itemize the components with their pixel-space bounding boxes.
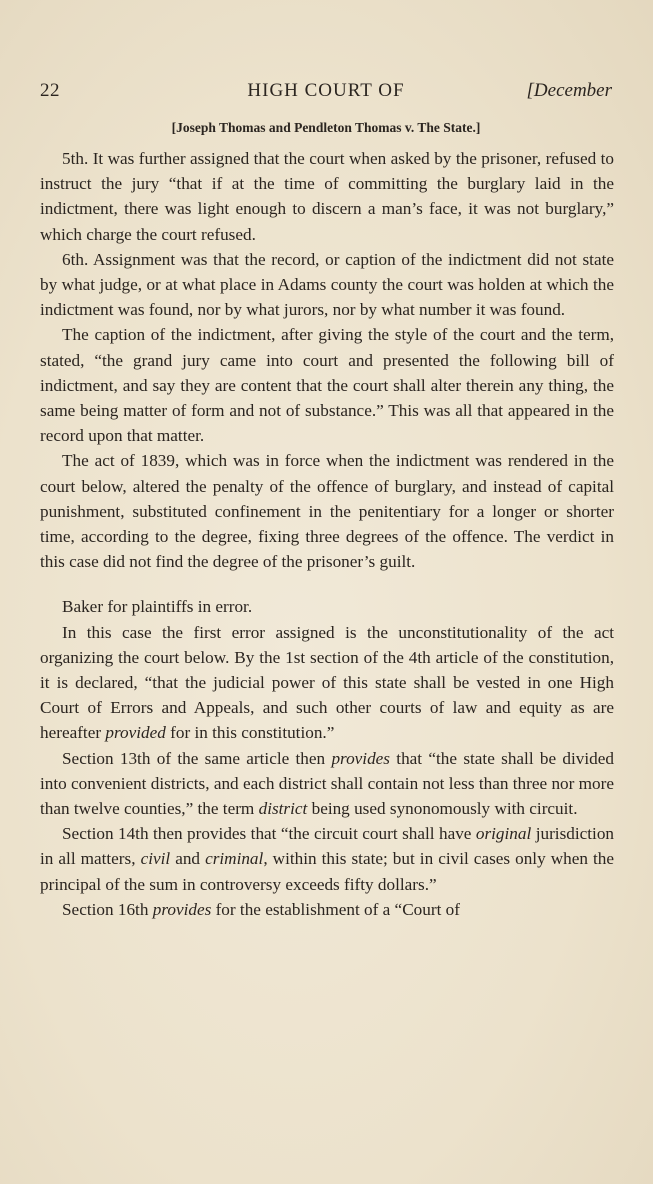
running-header <box>40 80 612 108</box>
running-title: HIGH COURT OF <box>247 80 405 101</box>
italic-text: provides <box>331 748 390 768</box>
italic-text: criminal <box>205 849 264 869</box>
page-number: 22 <box>40 80 60 101</box>
paragraph: The caption of the indictment, after giving the style of the court and the term, stated, “the grand jury came into court and presented the following bill of indictment, and say they are content that the court shall alter therein any thing, the same being matter of form and not of substance.” This was all that appeared in the record upon that matter. <box>40 325 614 446</box>
italic-text: original <box>475 824 532 844</box>
italic-text: provides <box>152 899 212 919</box>
paragraph: 6th. Assignment was that the record, or caption of the indictment did not state by what judge, or at what place in Adams county the court was holden at which the indictment was found, nor by what jurors, nor by what number it was found. <box>40 249 614 320</box>
italic-text: provided <box>105 723 166 743</box>
paragraph: The act of 1839, which was in force when the indictment was rendered in the court below, altered the penalty of the offence of burglary, and instead of capital punishment, substituted confinement in the penitentiary for a longer or shorter time, according to the degree, fixing three degrees of the offence. The verdict in this case did not find the degree of the prisoner’s guilt. <box>40 451 614 572</box>
paragraph: Section 16th provides for the establishment of a “Court of <box>62 899 460 919</box>
paragraph: Section 13th of the same article then provides that “the state shall be divided into convenient districts, and each district shall contain not less than three nor more than twelve counties,” the term district being used synonomously with circuit. <box>40 748 614 819</box>
italic-text: civil <box>140 849 171 869</box>
running-month: [December <box>526 80 612 101</box>
paragraph: Baker for plaintiffs in error. <box>62 597 253 617</box>
italic-text: district <box>258 799 308 819</box>
paragraph: 5th. It was further assigned that the court when asked by the prisoner, refused to instruct the jury “that if at the time of committing the burglary laid in the indictment, there was light enough to discern a man’s face, it was not burglary,” which charge the court refused. <box>40 149 614 244</box>
paragraph: Section 14th then provides that “the circuit court shall have original jurisdiction in all matters, civil and criminal, within this state; but in civil cases only when the principal of the sum in controversy exceeds fifty dollars.” <box>40 824 615 894</box>
paragraph: In this case the first error assigned is the unconstitutionality of the act organizing the court below. By the 1st section of the 4th article of the constitution, it is declared, “that the judicial power of this state shall be vested in one High Court of Errors and Appeals, and such other courts of law and equity as are hereafter provided for in this constitution.” <box>40 622 614 743</box>
case-caption: [Joseph Thomas and Pendleton Thomas v. The State.] <box>171 120 481 135</box>
page-body <box>40 146 614 922</box>
